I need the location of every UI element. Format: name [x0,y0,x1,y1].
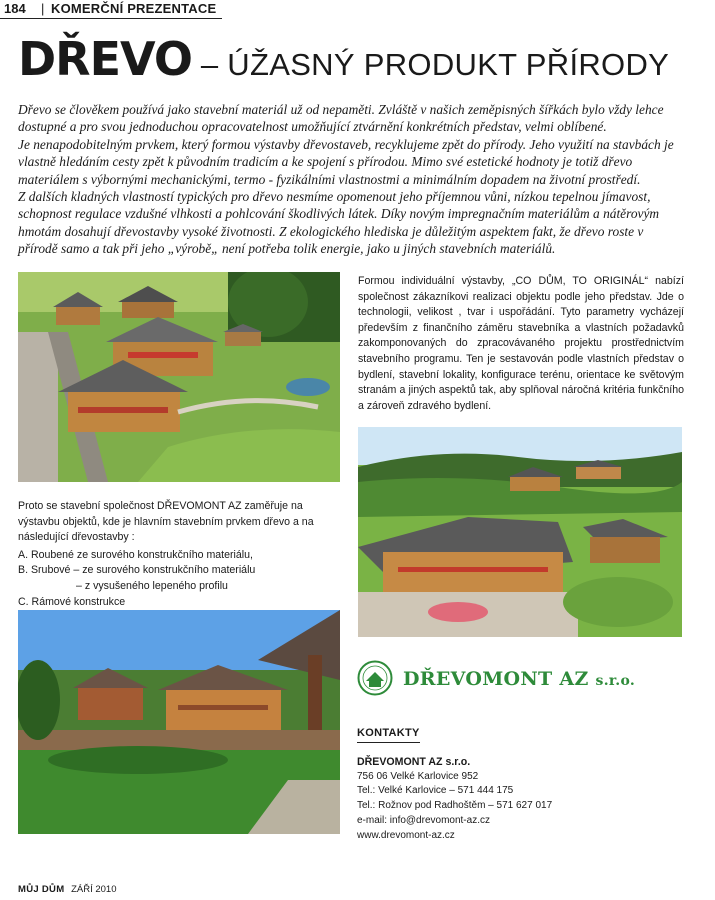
company-name: DŘEVOMONT AZ s.r.o. [357,755,471,768]
article-title [18,32,670,86]
logo-suffix: s.r.o. [595,673,636,689]
intro-paragraph: Je nenapodobitelným prvkem, který formou výstavby dřevostaveb, recyklujeme zpět do přírody. Jeho využití na stavbách je vlastně hledáním cesty zpět k původním tradicím a ke spojení s přírodou. Mimo své estetické hodnoty je totiž dřevo materiálem s výbornými mechanickými, termo - fyzikálními vlastnostmi a minimálním dopadem na životní prostředí. [18,136,674,187]
page-number: 184 [4,1,26,16]
company-logo [357,660,657,704]
right-column-text: Formou individuální výstavby, „CO DŮM, TO ORIGINÁL“ nabízí společnost zákazníkovi realizaci objektu podle jeho představ. Jde o technologii, velikost , tvar i uspořádání. Tyto parametry vycházejí především z finančního záměru stavebníka a vlastních požadavků zakomponovaných do zpracovávaného projektu prostřednictvím stavebního programu. Ten je sestavován podle vlastních představ o bydlení, stavební lokality, konfigurace terénu, orientace ke světovým stranám a jiných aspektů tak, aby splňoval náročná kritéria funkčního a zároveň zdravého bydlení. [358,275,684,412]
title-sub: – ÚŽASNÝ PRODUKT PŘÍRODY [191,47,670,82]
contacts-block [357,726,687,844]
title-main: DŘEVO [18,32,192,86]
website-link[interactable]: www.drevomont-az.cz [357,829,455,841]
section-label: KOMERČNÍ PREZENTACE [51,1,217,16]
page-footer [18,884,117,895]
email-link[interactable]: e-mail: info@drevomont-az.cz [357,814,490,826]
list-item: C. Rámové konstrukce [18,595,126,608]
intro-paragraph: Z dalších kladných vlastností typických pro dřevo nesmíme opomenout jeho příjemnou vůni, nízkou tepelnou jímavost, schopnost regulace vzdušné vlhkosti a pohlcování škodlivých látek. Díky novým impregnačním materiálům a nátěrovým hmotám dosahují dřevostavby vysoké životnosti. Z ekologického hlediska je důležitým aspektem fakt, že dřevo roste v přírodě samo a tak při jeho „výrobě„ není potřeba tolik energie, jako u jiných stavebních materiálů. [18,189,660,257]
intro-text [18,101,686,258]
phone-velke-karlovice: Tel.: Velké Karlovice – 571 444 175 [357,785,514,797]
issue-date: ZÁŘÍ 2010 [71,884,117,895]
logo-name: DŘEVOMONT AZ [403,668,589,690]
header-separator: | [41,1,45,16]
company-address: 756 06 Velké Karlovice 952 [357,770,479,782]
magazine-name: MŮJ DŮM [18,884,65,895]
list-item: B. Srubové – ze surového konstrukčního materiálu [18,564,256,577]
photo-large-log-house [358,427,682,637]
construction-types [18,499,344,610]
list-item: A. Roubené ze surového konstrukčního materiálu, [18,548,253,561]
logo-wordmark [403,668,635,690]
contacts-heading: KONTAKTY [357,726,420,743]
construction-intro: Proto se stavební společnost DŘEVOMONT AZ zaměřuje na výstavbu objektů, kde je hlavním stavebním prvkem dřevo a na následující dřevostavby : [18,500,314,544]
photo-log-house-village [18,272,340,482]
phone-roznov: Tel.: Rožnov pod Radhoštěm – 571 627 017 [357,800,553,812]
page-header [0,0,222,19]
logo-seal-icon [357,660,393,696]
list-item: – z vysušeného lepeného profilu [76,579,228,592]
intro-paragraph: Dřevo se člověkem používá jako stavební materiál už od nepaměti. Zvláště v našich zeměpisných šířkách bylo vždy lehce dostupné a pro svou jednoduchou opracovatelnost umožňující ztvárnění konkrétních představ, velmi oblíbené. [18,102,664,135]
photo-houses-garden [18,610,340,834]
